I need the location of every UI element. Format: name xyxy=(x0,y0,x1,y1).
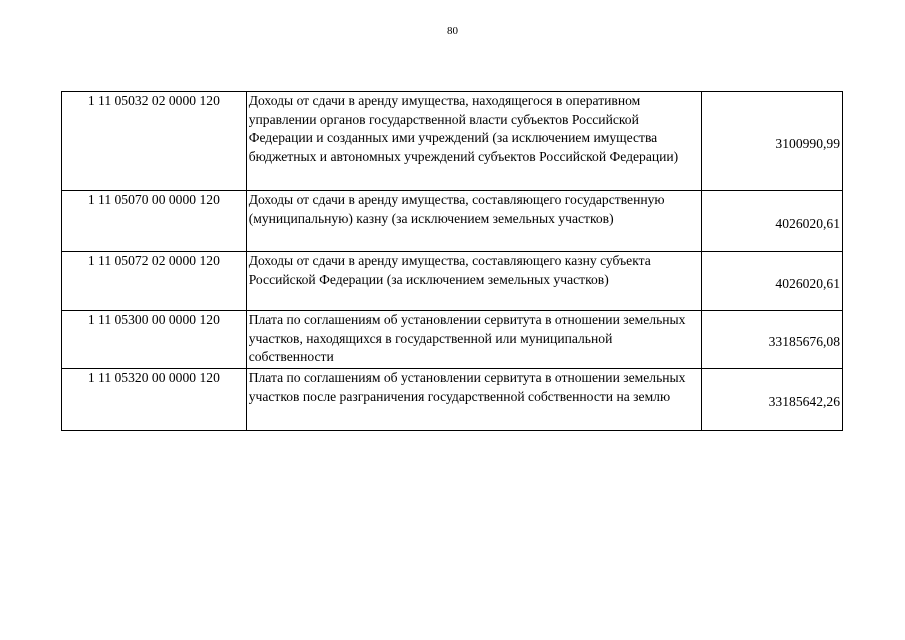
page-number: 80 xyxy=(447,25,458,37)
budget-revenue-table xyxy=(61,91,843,431)
revenue-amount: 33185676,08 xyxy=(768,334,840,350)
table-row xyxy=(62,252,843,311)
revenue-name-cell: Плата по соглашениям об установлении сервитута в отношении земельных участков, находящихся в государственной или муниципальной собственности xyxy=(246,311,702,369)
revenue-name-cell: Доходы от сдачи в аренду имущества, составляющего казну субъекта Российской Федерации (за исключением земельных участков) xyxy=(246,252,702,311)
revenue-amount-cell xyxy=(702,369,843,431)
revenue-code-cell: 1 11 05320 00 0000 120 xyxy=(62,369,247,431)
revenue-code-cell: 1 11 05300 00 0000 120 xyxy=(62,311,247,369)
revenue-amount: 3100990,99 xyxy=(775,135,840,151)
revenue-amount-cell xyxy=(702,191,843,252)
table-row xyxy=(62,369,843,431)
revenue-code-cell: 1 11 05032 02 0000 120 xyxy=(62,92,247,191)
revenue-name-cell: Доходы от сдачи в аренду имущества, составляющего государственную (муниципальную) казну (за исключением земельных участков) xyxy=(246,191,702,252)
table-row xyxy=(62,311,843,369)
revenue-name-cell: Доходы от сдачи в аренду имущества, находящегося в оперативном управлении органов государственной власти субъектов Российской Федерации и созданных ими учреждений (за исключением имущества бюджетных и автономных учреждений субъектов Российской Федерации) xyxy=(246,92,702,191)
revenue-name-cell: Плата по соглашениям об установлении сервитута в отношении земельных участков после разграничения государственной собственности на землю xyxy=(246,369,702,431)
revenue-amount-cell xyxy=(702,92,843,191)
revenue-code-cell: 1 11 05070 00 0000 120 xyxy=(62,191,247,252)
table-row xyxy=(62,191,843,252)
revenue-amount: 4026020,61 xyxy=(775,215,840,231)
revenue-amount-cell xyxy=(702,311,843,369)
revenue-amount-cell xyxy=(702,252,843,311)
revenue-amount: 33185642,26 xyxy=(768,394,840,410)
table-row xyxy=(62,92,843,191)
revenue-code-cell: 1 11 05072 02 0000 120 xyxy=(62,252,247,311)
revenue-amount: 4026020,61 xyxy=(775,275,840,291)
